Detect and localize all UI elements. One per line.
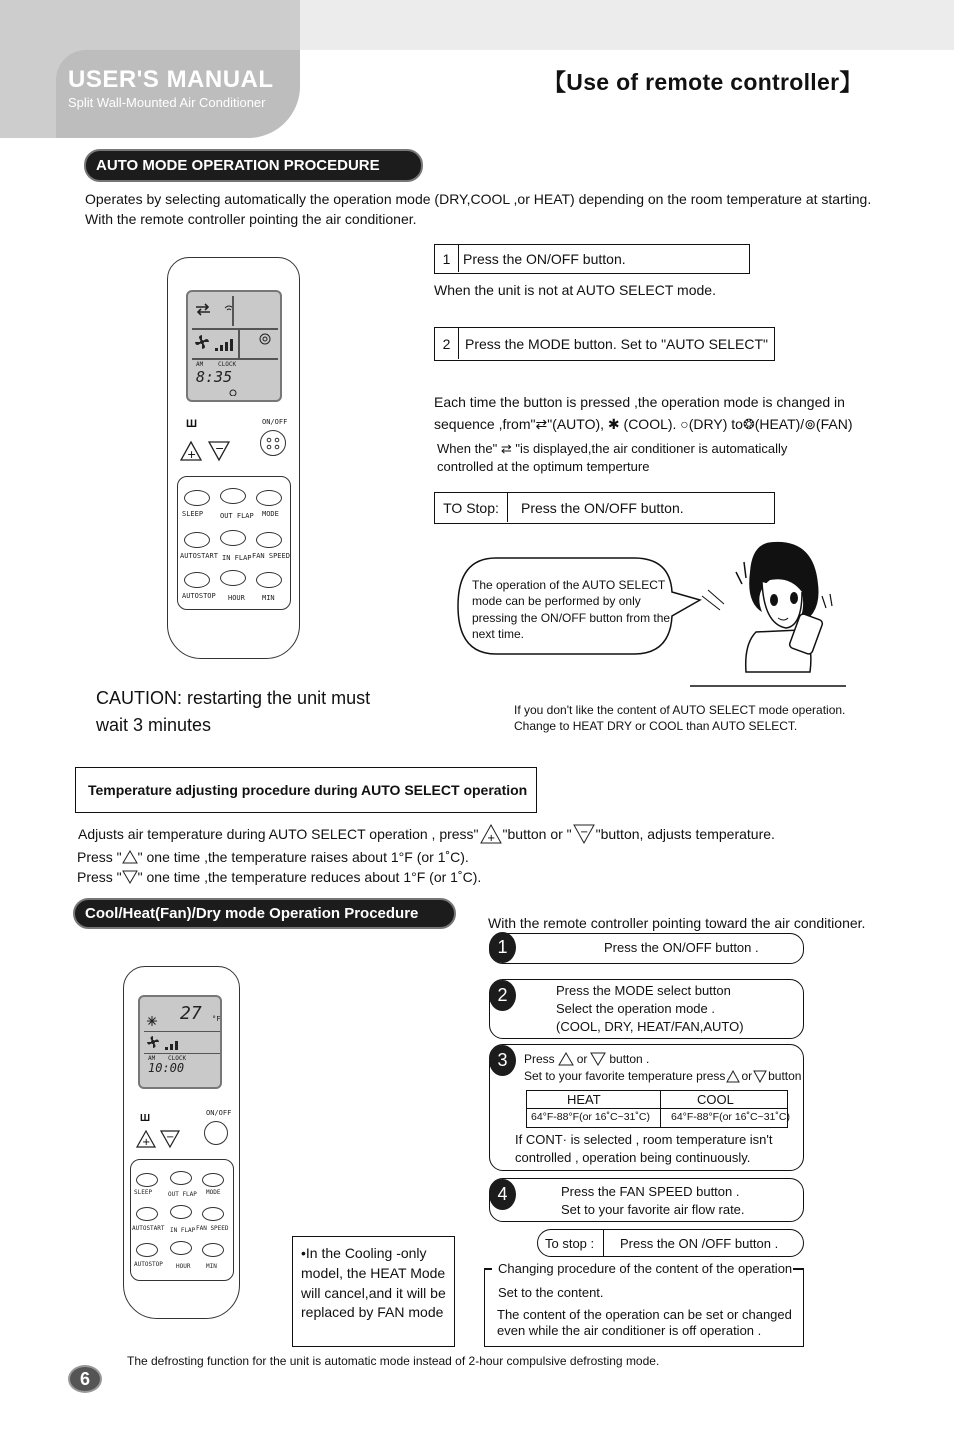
auto-mode-heading: AUTO MODE OPERATION PROCEDURE xyxy=(84,149,423,182)
mode-label: MODE xyxy=(262,510,279,518)
remote-controller-1 xyxy=(167,257,300,659)
onoff-label: ON/OFF xyxy=(262,418,288,426)
auto-stop-text: Press the ON/OFF button. xyxy=(521,499,684,516)
lcd-divider xyxy=(232,296,234,326)
autostop-button[interactable] xyxy=(184,572,210,588)
fan-icon xyxy=(146,1035,160,1049)
in-flap-button[interactable] xyxy=(170,1205,192,1219)
step3-or: or xyxy=(576,1052,588,1066)
auto-step2-text: Press the MODE button. Set to "AUTO SELECT" xyxy=(465,335,769,352)
lcd-am: AM xyxy=(196,361,204,368)
auto-cycle-icon xyxy=(194,302,212,316)
autostop-label: AUTOSTOP xyxy=(182,592,216,600)
page-title: 【Use of remote controller】 xyxy=(543,69,863,95)
caution-line1: CAUTION: restarting the unit must xyxy=(96,688,371,708)
header-band xyxy=(300,0,954,50)
lcd-time: 10:00 xyxy=(148,1061,185,1075)
lcd-clock: CLOCK xyxy=(168,1055,187,1062)
lcd-divider xyxy=(192,328,278,330)
temp-down-button[interactable] xyxy=(160,1129,180,1149)
hour-button[interactable] xyxy=(220,570,246,586)
sleep-label: SLEEP xyxy=(182,510,204,518)
mode-cycle-line2: sequence ,from"⇄"(AUTO), ✱ (COOL). ○(DRY) to❂(HEAT)/⊚(FAN) xyxy=(434,416,853,432)
auto-step1-number: 1 xyxy=(435,245,459,272)
step3-button: button . xyxy=(609,1052,650,1066)
mode-cycle-line1: Each time the button is pressed ,the operation mode is changed in xyxy=(434,394,845,410)
cooling-note-line2: model, the HEAT Mode xyxy=(301,1265,446,1281)
temp-range-table xyxy=(526,1090,788,1128)
table-header-heat: HEAT xyxy=(567,1092,601,1107)
mode-step2-line2: Select the operation mode . xyxy=(556,1001,715,1016)
temp-adjust-line xyxy=(78,823,775,845)
min-label: MIN xyxy=(206,1263,217,1270)
cont-line2: controlled , operation being continuously. xyxy=(515,1150,751,1165)
triangle-up-icon xyxy=(557,1052,575,1066)
sleep-button[interactable] xyxy=(184,490,210,506)
temp-down-button[interactable] xyxy=(208,440,230,462)
girl-with-remote-illustration xyxy=(690,532,850,690)
step3-line2b: or xyxy=(741,1069,753,1083)
mode-label: MODE xyxy=(206,1189,221,1196)
hour-label: HOUR xyxy=(176,1263,191,1270)
autostart-label: AUTOSTART xyxy=(132,1225,165,1232)
remote2-lcd xyxy=(138,995,222,1089)
svg-text:−: − xyxy=(579,827,589,838)
ifeel-icon: Ш xyxy=(186,418,198,430)
temp-reduce-line xyxy=(77,869,481,885)
autostop-label: AUTOSTOP xyxy=(134,1261,163,1268)
svg-text:−: − xyxy=(166,1132,175,1143)
dislike-line2: Change to HEAT DRY or COOL than AUTO SELECT. xyxy=(514,719,798,733)
in-flap-label: IN FLAP xyxy=(170,1227,196,1234)
auto-note-line1: When the" ⇄ "is displayed,the air conditioner is automatically xyxy=(437,441,788,456)
fan-speed-label: FAN SPEED xyxy=(196,1225,229,1232)
out-flap-label: OUT FLAP xyxy=(168,1191,197,1198)
hour-button[interactable] xyxy=(170,1241,192,1255)
mode-step4-line1: Press the FAN SPEED button . xyxy=(561,1184,740,1199)
changing-line1: Set to the content. xyxy=(498,1285,604,1300)
fan-speed-button[interactable] xyxy=(256,532,282,548)
bubble-line4: next time. xyxy=(472,627,525,641)
auto-intro-line2: With the remote controller pointing the air conditioner. xyxy=(85,211,417,227)
lcd-divider xyxy=(192,358,278,360)
cooling-note-line1 xyxy=(301,1245,427,1261)
autostop-button[interactable] xyxy=(136,1243,158,1257)
cooling-note-line1-text: In the Cooling -only xyxy=(305,1245,427,1261)
defrost-note: The defrosting function for the unit is automatic mode instead of 2-hour compulsive defrosting mode. xyxy=(127,1354,660,1368)
mode-step3-line1 xyxy=(524,1052,649,1066)
caution-line2: wait 3 minutes xyxy=(96,715,212,735)
autostart-button[interactable] xyxy=(136,1207,158,1221)
mode-step1-number: 1 xyxy=(489,932,516,963)
changing-top-right-rule xyxy=(792,1268,804,1270)
manual-subtitle: Split Wall-Mounted Air Conditioner xyxy=(68,95,266,110)
mode-stop-label: To stop : xyxy=(545,1236,595,1251)
manual-title: USER'S MANUAL xyxy=(68,66,274,93)
onoff-button[interactable] xyxy=(260,430,286,456)
changing-line3: even while the air conditioner is off operation . xyxy=(497,1323,762,1338)
svg-text:+: + xyxy=(142,1137,151,1148)
triangle-up-icon xyxy=(479,823,503,845)
mode-step2-line1: Press the MODE select button xyxy=(556,983,731,998)
fan-speed-label: FAN SPEED xyxy=(252,552,290,560)
temp-adjust-heading: Temperature adjusting procedure during AUTO SELECT operation xyxy=(75,767,537,813)
step3-line2a: Set to your favorite temperature press xyxy=(524,1069,726,1083)
pointing-note: With the remote controller pointing toward the air conditioner. xyxy=(488,915,866,931)
mode-step2-number: 2 xyxy=(489,980,516,1011)
fan-speed-button[interactable] xyxy=(202,1207,224,1221)
hour-label: HOUR xyxy=(228,594,245,602)
onoff-label: ON/OFF xyxy=(206,1109,232,1117)
changing-top-left-rule xyxy=(484,1268,492,1270)
autostart-button[interactable] xyxy=(184,532,210,548)
triangle-down-icon xyxy=(589,1052,607,1066)
triangle-down-icon xyxy=(572,823,596,845)
bubble-line1: The operation of the AUTO SELECT xyxy=(472,578,666,592)
fan-speed-bars-icon xyxy=(214,338,234,352)
temp-reduce-b: " one time ,the temperature reduces about 1°F (or 1˚C). xyxy=(137,869,482,885)
sleep-label: SLEEP xyxy=(134,1189,153,1196)
temp-reduce-a: Press " xyxy=(77,869,122,885)
min-button[interactable] xyxy=(256,572,282,588)
triangle-down-icon xyxy=(753,1070,767,1083)
lcd-unit: °F xyxy=(212,1015,221,1023)
in-flap-button[interactable] xyxy=(220,530,246,546)
auto-stop-box xyxy=(434,492,775,524)
mode-step3-line2 xyxy=(524,1069,801,1083)
lcd-temperature: 27 xyxy=(180,1003,202,1024)
onoff-button[interactable] xyxy=(204,1121,228,1145)
auto-stop-label: TO Stop: xyxy=(435,493,508,522)
table-value-cool: 64°F-88°F(or 16˚C~31˚C) xyxy=(671,1111,790,1123)
table-row-divider xyxy=(527,1108,787,1109)
temp-raise-b: " one time ,the temperature raises about 1°F (or 1˚C). xyxy=(137,849,469,865)
temp-raise-a: Press " xyxy=(77,849,122,865)
bubble-line3: pressing the ON/OFF button from the xyxy=(472,611,671,625)
cooling-note-line3: will cancel,and it will be xyxy=(301,1285,446,1301)
lcd-divider xyxy=(238,330,240,358)
triangle-up-icon xyxy=(122,850,138,864)
lcd-am: AM xyxy=(148,1055,156,1062)
step3-press: Press xyxy=(524,1052,555,1066)
lcd-clock: CLOCK xyxy=(218,361,237,368)
timer-icon xyxy=(228,388,238,396)
temp-up-button[interactable] xyxy=(136,1129,156,1149)
auto-step2-number: 2 xyxy=(435,328,459,359)
lcd-time: 8:35 xyxy=(196,368,233,386)
mode-step4-number: 4 xyxy=(489,1179,516,1210)
ifeel-icon: Ш xyxy=(140,1113,151,1124)
mode-step3-number: 3 xyxy=(489,1045,516,1076)
triangle-down-icon xyxy=(122,870,138,884)
in-flap-label: IN FLAP xyxy=(222,554,252,562)
temp-adjust-text-c: "button, adjusts temperature. xyxy=(595,826,775,842)
out-flap-label: OUT FLAP xyxy=(220,512,254,520)
auto-step1-text: Press the ON/OFF button. xyxy=(463,250,626,267)
mode-procedure-heading: Cool/Heat(Fan)/Dry mode Operation Procedure xyxy=(73,898,456,929)
swing-icon xyxy=(258,332,272,346)
bubble-line2: mode can be performed by only xyxy=(472,594,641,608)
auto-step2-box xyxy=(434,327,775,361)
stop-divider xyxy=(603,1230,604,1256)
svg-text:−: − xyxy=(215,442,225,455)
mode-button[interactable] xyxy=(256,490,282,506)
table-value-heat: 64°F-88°F(or 16˚C~31˚C) xyxy=(531,1111,650,1123)
auto-step1-note: When the unit is not at AUTO SELECT mode. xyxy=(434,282,716,298)
fan-icon xyxy=(194,334,210,350)
remote-controller-2 xyxy=(123,966,240,1319)
table-col-divider xyxy=(660,1091,661,1127)
svg-text:+: + xyxy=(486,833,495,844)
sleep-button[interactable] xyxy=(136,1173,158,1187)
changing-title: Changing procedure of the content of the operation xyxy=(498,1261,793,1276)
svg-text:+: + xyxy=(187,448,197,461)
min-button[interactable] xyxy=(202,1243,224,1257)
out-flap-button[interactable] xyxy=(220,488,246,504)
step3-line2c: button xyxy=(768,1069,802,1083)
mode-stop-text: Press the ON /OFF button . xyxy=(620,1236,779,1251)
temp-adjust-text-a: Adjusts air temperature during AUTO SELECT operation , press" xyxy=(78,826,479,842)
mode-step2-line3: (COOL, DRY, HEAT/FAN,AUTO) xyxy=(556,1019,744,1034)
out-flap-button[interactable] xyxy=(170,1171,192,1185)
cooling-note-line4: replaced by FAN mode xyxy=(301,1304,444,1320)
mode-button[interactable] xyxy=(202,1173,224,1187)
fan-speed-bars-icon xyxy=(164,1039,182,1051)
autostart-label: AUTOSTART xyxy=(180,552,218,560)
temp-up-button[interactable] xyxy=(180,440,202,462)
auto-step1-box xyxy=(434,244,750,274)
temp-raise-line xyxy=(77,849,469,865)
auto-note-line2: controlled at the optimum temperture xyxy=(437,459,650,474)
bullet-icon: • xyxy=(301,1245,306,1261)
snowflake-icon xyxy=(146,1015,158,1027)
dislike-line1: If you don't like the content of AUTO SELECT mode operation. xyxy=(514,703,846,717)
triangle-up-icon xyxy=(726,1070,740,1083)
temp-adjust-text-b: "button or " xyxy=(502,826,572,842)
mode-step4-line2: Set to your favorite air flow rate. xyxy=(561,1202,745,1217)
changing-line2: The content of the operation can be set or changed xyxy=(497,1307,792,1322)
remote1-lcd xyxy=(186,290,282,402)
page-number: 6 xyxy=(68,1365,102,1393)
lcd-divider xyxy=(144,1031,220,1032)
header-tab-inner xyxy=(56,50,300,138)
auto-intro-line1: Operates by selecting automatically the operation mode (DRY,COOL ,or HEAT) depending on the room temperature at starting. xyxy=(85,191,872,207)
table-header-cool: COOL xyxy=(697,1092,734,1107)
min-label: MIN xyxy=(262,594,275,602)
mode-step1-text: Press the ON/OFF button . xyxy=(604,940,759,955)
cont-line1: If CONT· is selected , room temperature isn't xyxy=(515,1132,773,1147)
